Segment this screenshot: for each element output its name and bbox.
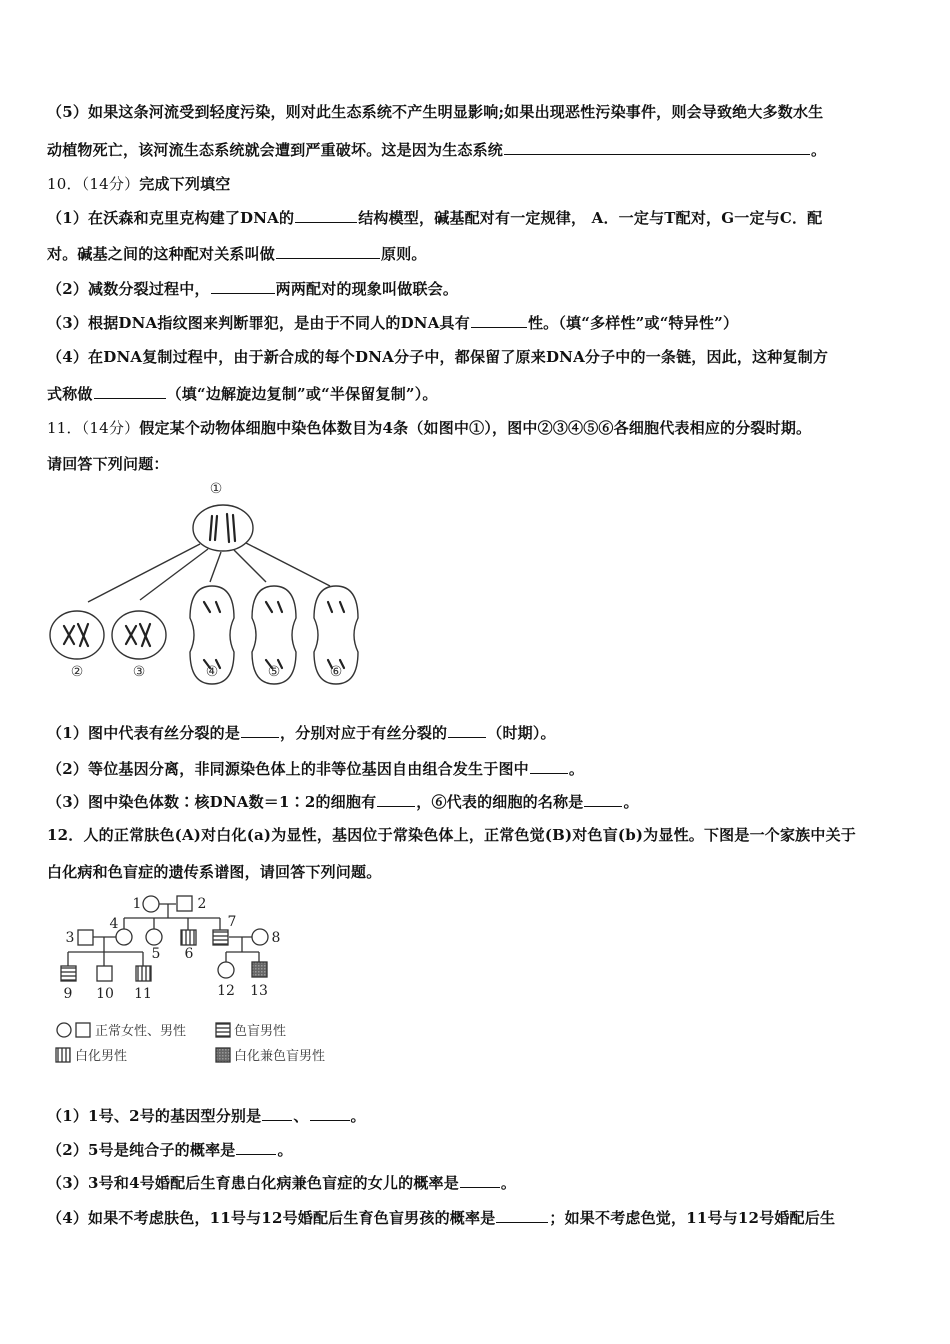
pedigree-number: 13 [250, 983, 268, 999]
q11-heading: 11．（14分）假定某个动物体细胞中染色体数目为4条（如图中①），图中②③④⑤⑥各细胞代表相应的分裂时期。 [47, 419, 812, 437]
q12-p1: （1）1号、2号的基因型分别是 、 。 [47, 1107, 366, 1125]
answer-blank[interactable] [211, 278, 275, 294]
pedigree-number: 12 [217, 983, 235, 999]
answer-blank[interactable] [460, 1172, 500, 1188]
answer-blank[interactable] [310, 1105, 350, 1121]
q12-p4: （4）如果不考虑肤色，11号与12号婚配后生育色盲男孩的概率是 ；如果不考虑色觉，11号与12号婚配后生 [47, 1209, 836, 1227]
answer-blank[interactable] [584, 791, 622, 807]
answer-blank[interactable] [94, 383, 166, 399]
answer-blank[interactable] [295, 207, 357, 223]
answer-blank[interactable] [276, 243, 380, 259]
legend-colorblind: 色盲男性 [234, 1024, 287, 1039]
pedigree-number: 10 [96, 986, 114, 1002]
q9-p5-line1: （5）如果这条河流受到轻度污染，则对此生态系统不产生明显影响;如果出现恶性污染事件，则会导致绝大多数水生 [47, 103, 824, 121]
answer-blank[interactable] [448, 722, 486, 738]
figure-label-2: ② [70, 664, 84, 680]
legend-albino-colorblind: 白化兼色盲男性 [234, 1049, 326, 1064]
answer-blank[interactable] [471, 312, 527, 328]
q10-p4-line2: 式称做 （填“边解旋边复制”或“半保留复制”）。 [47, 385, 438, 403]
q10-p4-line1: （4）在DNA复制过程中，由于新合成的每个DNA分子中，都保留了原来DNA分子中的一条链，因此，这种复制方 [47, 348, 829, 366]
pedigree-number: 8 [271, 930, 281, 946]
pedigree-number: 9 [63, 986, 73, 1002]
q9-p5-line2: 动植物死亡，该河流生态系统就会遭到严重破坏。这是因为生态系统 。 [47, 141, 827, 159]
q11-heading-line2: 请回答下列问题： [47, 455, 169, 473]
pedigree-number: 3 [65, 930, 75, 946]
q10-p1-line1: （1）在沃森和克里克构建了DNA的 结构模型，碱基配对有一定规律， A．一定与T配对，G一定与C．配 [47, 209, 823, 227]
cell-division-figure [40, 478, 380, 688]
answer-blank[interactable] [262, 1105, 292, 1121]
figure-label-6: ⑥ [329, 664, 343, 680]
figure-label-3: ③ [132, 664, 146, 680]
q12-p2: （2）5号是纯合子的概率是 。 [47, 1141, 293, 1159]
q10-heading: 10．（14分）完成下列填空 [47, 175, 231, 193]
figure-label-1: ① [209, 481, 223, 497]
pedigree-number: 6 [184, 946, 194, 962]
pedigree-number: 7 [227, 914, 237, 930]
cell-1 [193, 505, 253, 551]
pedigree-number: 2 [197, 896, 207, 912]
figure-label-4: ④ [205, 664, 219, 680]
legend-normal: 正常女性、男性 [95, 1024, 187, 1039]
legend-albino: 白化男性 [75, 1049, 128, 1064]
cell-3 [112, 611, 166, 659]
answer-blank[interactable] [530, 758, 568, 774]
answer-blank[interactable] [377, 791, 415, 807]
q10-p2: （2）减数分裂过程中， 两两配对的现象叫做联会。 [47, 280, 459, 298]
q12-p3: （3）3号和4号婚配后生育患白化病兼色盲症的女儿的概率是 。 [47, 1174, 517, 1192]
answer-blank[interactable] [236, 1139, 276, 1155]
pedigree-chart [48, 890, 368, 1070]
cell-2 [50, 611, 104, 659]
answer-blank[interactable] [504, 139, 810, 155]
q10-p1-line2: 对。碱基之间的这种配对关系叫做 原则。 [47, 245, 427, 263]
q11-p3: （3）图中染色体数∶核DNA数＝1∶2的细胞有 ，⑥代表的细胞的名称是 。 [47, 793, 639, 811]
q10-p3: （3）根据DNA指纹图来判断罪犯，是由于不同人的DNA具有 性。（填“多样性”或“特异性”） [47, 314, 739, 332]
q12-heading-line2: 白化病和色盲症的遗传系谱图，请回答下列问题。 [47, 863, 382, 881]
pedigree-number: 5 [151, 946, 161, 962]
q11-p2: （2）等位基因分离，非同源染色体上的非等位基因自由组合发生于图中 。 [47, 760, 585, 778]
pedigree-number: 11 [134, 986, 152, 1002]
q11-p1: （1）图中代表有丝分裂的是 ，分别对应于有丝分裂的 （时期）。 [47, 724, 556, 742]
figure-label-5: ⑤ [267, 664, 281, 680]
q12-heading-line1: 12．人的正常肤色(A)对白化(a)为显性，基因位于常染色体上，正常色觉(B)对色盲(b)为显性。下图是一个家族中关于 [47, 826, 856, 844]
pedigree-number: 4 [109, 916, 119, 932]
answer-blank[interactable] [241, 722, 279, 738]
pedigree-number: 1 [132, 896, 142, 912]
answer-blank[interactable] [496, 1207, 548, 1223]
